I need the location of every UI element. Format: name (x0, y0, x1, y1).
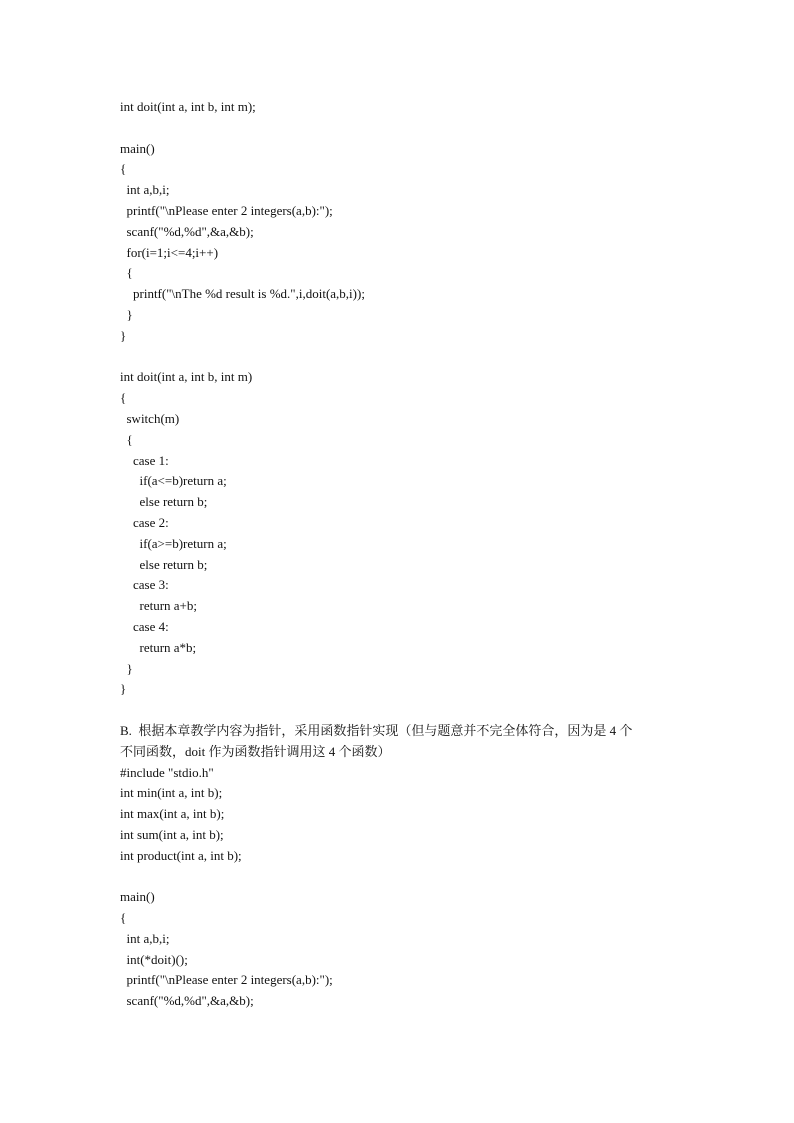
blank-line (120, 118, 720, 139)
code-line: printf("\nThe %d result is %d.",i,doit(a,b,i)); (120, 286, 365, 302)
code-line: case 2: (120, 514, 169, 530)
code-listing (120, 97, 720, 1012)
code-line: int product(int a, int b); (120, 847, 242, 863)
code-line: case 1: (120, 452, 169, 468)
code-line: int a,b,i; (120, 182, 170, 198)
code-line: { (120, 431, 133, 447)
code-line: scanf("%d,%d",&a,&b); (120, 223, 254, 239)
code-line: B. 根据本章教学内容为指针，采用函数指针实现（但与题意并不完全体符合，因为是 4 个 (120, 722, 633, 738)
code-line: for(i=1;i<=4;i++) (120, 244, 219, 260)
code-line: return a*b; (120, 639, 197, 655)
code-line: return a+b; (120, 598, 198, 614)
code-line: printf("\nPlease enter 2 integers(a,b):"); (120, 972, 333, 988)
code-line: } (120, 660, 133, 676)
code-line: else return b; (120, 556, 208, 572)
code-line: int doit(int a, int b, int m); (120, 99, 256, 114)
code-line: #include "stdio.h" (120, 764, 214, 780)
code-line: case 4: (120, 618, 169, 634)
code-line: if(a<=b)return a; (120, 473, 227, 489)
code-line: int(*doit)(); (120, 951, 188, 967)
code-line: } (120, 327, 127, 343)
code-line: { (120, 910, 127, 926)
code-line: int a,b,i; (120, 930, 170, 946)
blank-line (120, 347, 720, 368)
code-line: main() (120, 140, 155, 156)
code-line: } (120, 306, 133, 322)
code-line: printf("\nPlease enter 2 integers(a,b):"); (120, 202, 333, 218)
code-line: { (120, 390, 127, 406)
code-line: } (120, 681, 127, 697)
code-line: { (120, 265, 133, 281)
code-line: main() (120, 889, 155, 905)
code-line: int sum(int a, int b); (120, 826, 224, 842)
blank-line (120, 866, 720, 887)
code-line: int min(int a, int b); (120, 785, 223, 801)
code-line: switch(m) (120, 410, 180, 426)
code-line: if(a>=b)return a; (120, 535, 227, 551)
code-line: scanf("%d,%d",&a,&b); (120, 993, 254, 1009)
blank-line (120, 700, 720, 721)
code-line: 不同函数，doit 作为函数指针调用这 4 个函数） (120, 743, 391, 759)
code-line: case 3: (120, 577, 169, 593)
code-line: { (120, 161, 127, 177)
code-line: else return b; (120, 494, 208, 510)
code-line: int max(int a, int b); (120, 806, 225, 822)
code-line: int doit(int a, int b, int m) (120, 369, 253, 385)
